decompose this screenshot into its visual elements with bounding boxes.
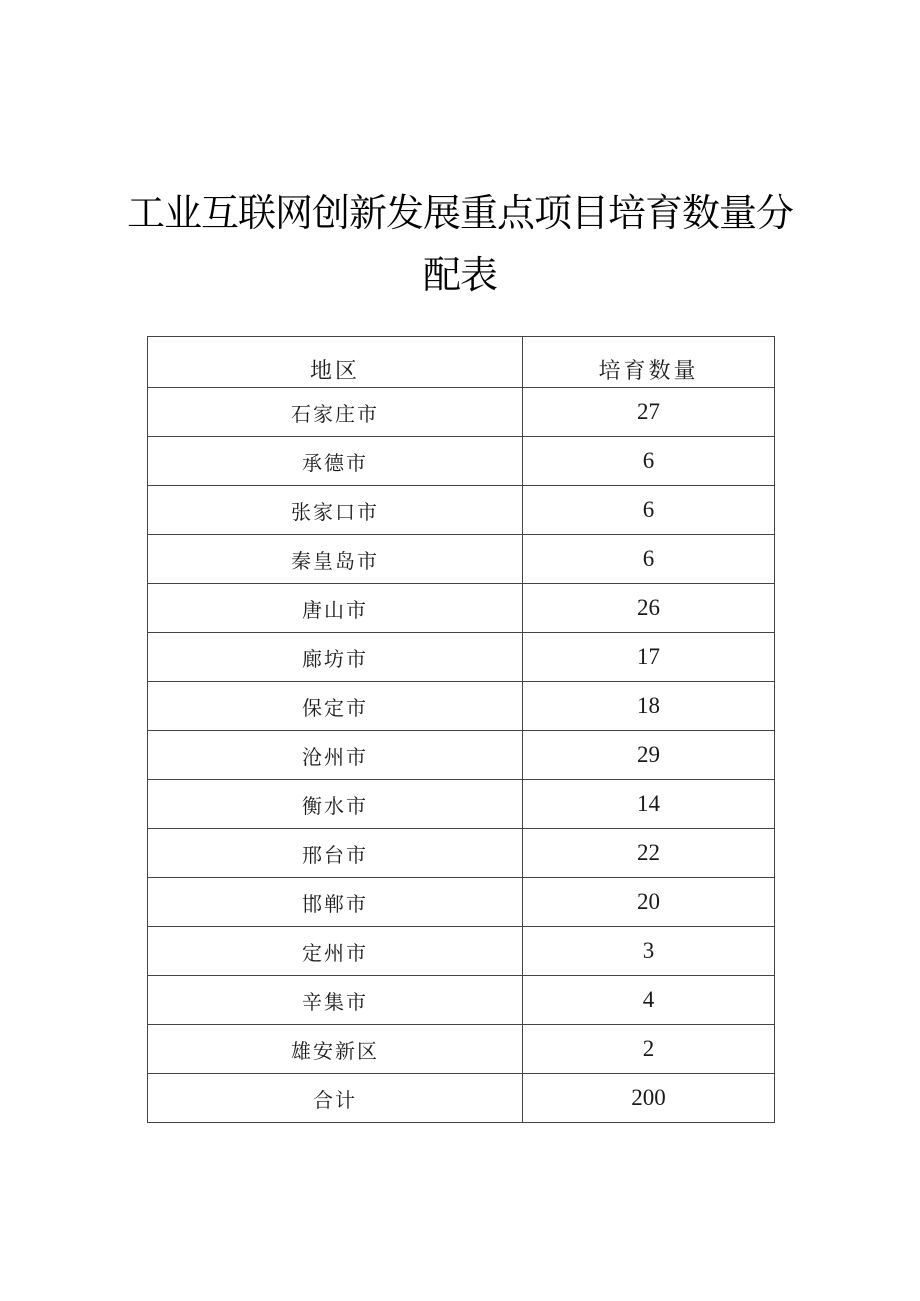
region-cell: 辛集市 xyxy=(148,976,523,1025)
table-row xyxy=(148,927,775,976)
count-cell: 17 xyxy=(523,633,775,682)
table-row xyxy=(148,535,775,584)
count-cell: 4 xyxy=(523,976,775,1025)
count-cell: 6 xyxy=(523,486,775,535)
count-cell: 2 xyxy=(523,1025,775,1074)
region-cell: 张家口市 xyxy=(148,486,523,535)
count-cell: 6 xyxy=(523,437,775,486)
allocation-table xyxy=(147,336,775,1123)
count-cell: 26 xyxy=(523,584,775,633)
table-row xyxy=(148,731,775,780)
table-header-row xyxy=(148,337,775,388)
count-cell: 3 xyxy=(523,927,775,976)
table-row xyxy=(148,584,775,633)
region-cell: 邯郸市 xyxy=(148,878,523,927)
table-row xyxy=(148,1025,775,1074)
region-cell: 石家庄市 xyxy=(148,388,523,437)
table-row xyxy=(148,486,775,535)
region-cell: 雄安新区 xyxy=(148,1025,523,1074)
region-cell: 唐山市 xyxy=(148,584,523,633)
table-row xyxy=(148,388,775,437)
document-title-line-1: 工业互联网创新发展重点项目培育数量分 xyxy=(126,191,793,235)
count-cell: 6 xyxy=(523,535,775,584)
column-header-region: 地区 xyxy=(148,337,523,388)
count-cell: 27 xyxy=(523,388,775,437)
table-row xyxy=(148,878,775,927)
table-row xyxy=(148,976,775,1025)
region-cell: 邢台市 xyxy=(148,829,523,878)
region-cell: 保定市 xyxy=(148,682,523,731)
region-cell: 廊坊市 xyxy=(148,633,523,682)
count-cell: 22 xyxy=(523,829,775,878)
region-cell: 秦皇岛市 xyxy=(148,535,523,584)
total-count-cell: 200 xyxy=(523,1074,775,1123)
table-row xyxy=(148,682,775,731)
total-row xyxy=(148,1074,775,1123)
column-header-count: 培育数量 xyxy=(523,337,775,388)
region-cell: 沧州市 xyxy=(148,731,523,780)
region-cell: 定州市 xyxy=(148,927,523,976)
table-row xyxy=(148,437,775,486)
region-cell: 承德市 xyxy=(148,437,523,486)
table-row xyxy=(148,780,775,829)
document-title-line-2: 配表 xyxy=(422,253,497,297)
count-cell: 18 xyxy=(523,682,775,731)
count-cell: 14 xyxy=(523,780,775,829)
table-row xyxy=(148,633,775,682)
document-title xyxy=(0,182,920,306)
region-cell: 衡水市 xyxy=(148,780,523,829)
total-label-cell: 合计 xyxy=(148,1074,523,1123)
count-cell: 29 xyxy=(523,731,775,780)
count-cell: 20 xyxy=(523,878,775,927)
table-body xyxy=(148,388,775,1123)
table-row xyxy=(148,829,775,878)
